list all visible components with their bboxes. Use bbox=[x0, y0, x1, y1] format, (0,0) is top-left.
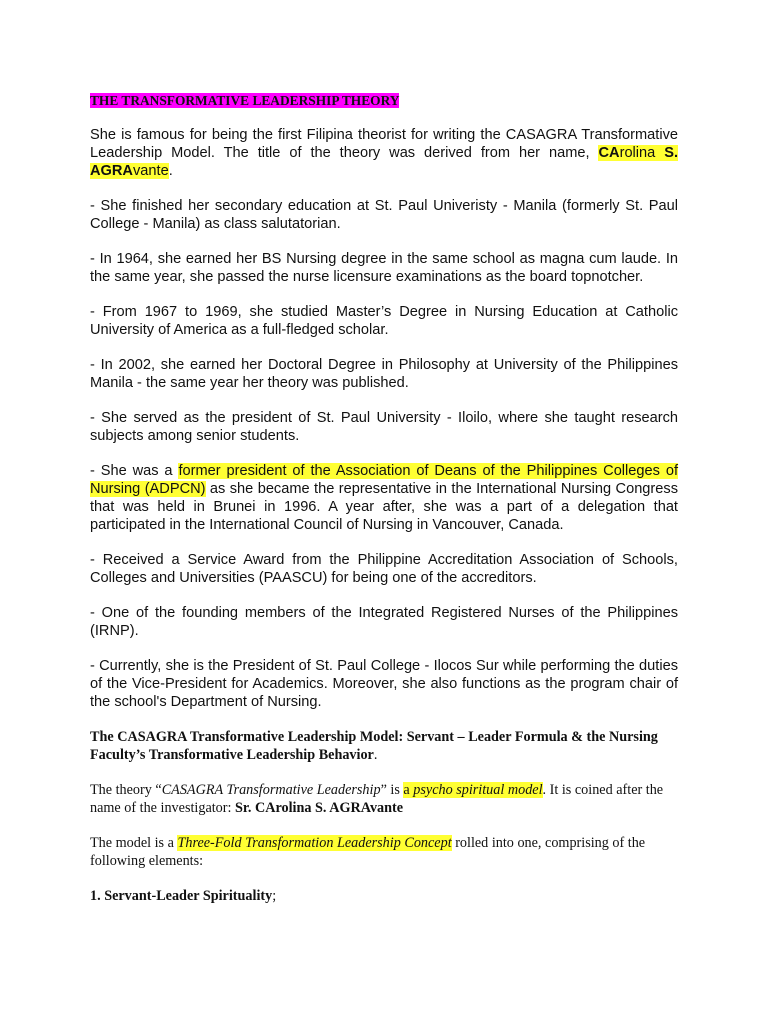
model-open: The model is a bbox=[90, 835, 178, 852]
theory-italic: CASAGRA Transformative Leadership bbox=[161, 782, 381, 799]
element-1-end: ; bbox=[272, 888, 277, 905]
theory-hl-italic: psycho spiritual model bbox=[413, 782, 543, 799]
adpcn-highlight: former president of the Association of Deans of the Philippines Colleges of Nursing (ADPCN) bbox=[90, 463, 678, 498]
bullet-adpcn bbox=[90, 463, 678, 534]
intro-text: She is famous for being the first Filipina theorist for writing the CASAGRA Transformative Leadership Model. The title of the theory was derived from her name, bbox=[90, 127, 678, 161]
theory-open: The theory “ bbox=[90, 782, 162, 799]
adpcn-prefix: - She was a bbox=[90, 463, 179, 480]
model-rest: rolled into one, comprising of the following elements: bbox=[90, 835, 646, 870]
theory-hl-a: a bbox=[403, 782, 414, 799]
bullet-bs-nursing: - In 1964, she earned her BS Nursing degree in the same school as magna cum laude. In the same year, she passed the nurse licensure examinations as the board topnotcher. bbox=[90, 250, 678, 285]
bullet-president-iloilo: - She served as the president of St. Paul University - Iloilo, where she taught research subjects among senior students. bbox=[90, 410, 678, 445]
adpcn-rest: as she became the representative in the International Nursing Congress that was held in Brunei in 1996. A year after, she was a part of a delegation that participated in the International Council of Nursing in Vancouver, Canada. bbox=[90, 481, 678, 533]
bullet-secondary-education: - She finished her secondary education at St. Paul Univeristy - Manila (formerly St. Paul College - Manila) as class salutatorian. bbox=[90, 197, 678, 232]
intro-end: . bbox=[168, 162, 173, 179]
model-paragraph bbox=[90, 835, 678, 871]
theory-close: ” is bbox=[380, 782, 404, 799]
bullet-doctoral: - In 2002, she earned her Doctoral Degree in Philosophy at University of the Philippines Manila - the same year her theory was published. bbox=[90, 357, 678, 391]
model-heading-end: . bbox=[373, 746, 378, 763]
document-page bbox=[90, 92, 678, 906]
element-1-bold: 1. Servant-Leader Spirituality bbox=[90, 888, 273, 905]
title-highlight: THE TRANSFORMATIVE LEADERSHIP THEORY bbox=[90, 93, 400, 108]
model-heading bbox=[90, 729, 678, 765]
name-ca: CA bbox=[598, 144, 620, 161]
intro-paragraph bbox=[90, 127, 678, 180]
name-s-agra: S. AGRA bbox=[90, 144, 679, 179]
three-fold-highlight: Three-Fold Transformation Leadership Concept bbox=[177, 835, 452, 852]
theory-after: . It is coined after the name of the investigator: bbox=[90, 782, 664, 817]
name-rolina: rolina bbox=[619, 144, 665, 161]
element-1 bbox=[90, 888, 678, 906]
bullet-current-president: - Currently, she is the President of St. Paul College - Ilocos Sur while performing the duties of the Vice-President for Academics. Moreover, she also functions as the program chair of the school's Department of Nursing. bbox=[90, 658, 678, 710]
name-vante: vante bbox=[132, 162, 169, 179]
bullet-irnp: - One of the founding members of the Integrated Registered Nurses of the Philippines (IRNP). bbox=[90, 605, 678, 639]
document-title bbox=[90, 92, 678, 109]
model-heading-bold: The CASAGRA Transformative Leadership Model: Servant – Leader Formula & the Nursing Faculty’s Transformative Leadership Behavior bbox=[90, 729, 658, 763]
bullet-service-award: - Received a Service Award from the Philippine Accreditation Association of Schools, Colleges and Universities (PAASCU) for being one of the accreditors. bbox=[90, 552, 678, 586]
bullet-masters: - From 1967 to 1969, she studied Master’s Degree in Nursing Education at Catholic University of America as a full-fledged scholar. bbox=[90, 304, 678, 338]
psycho-spiritual-highlight bbox=[403, 782, 542, 798]
investigator-name: Sr. CArolina S. AGRAvante bbox=[235, 800, 404, 817]
theory-paragraph bbox=[90, 782, 678, 818]
